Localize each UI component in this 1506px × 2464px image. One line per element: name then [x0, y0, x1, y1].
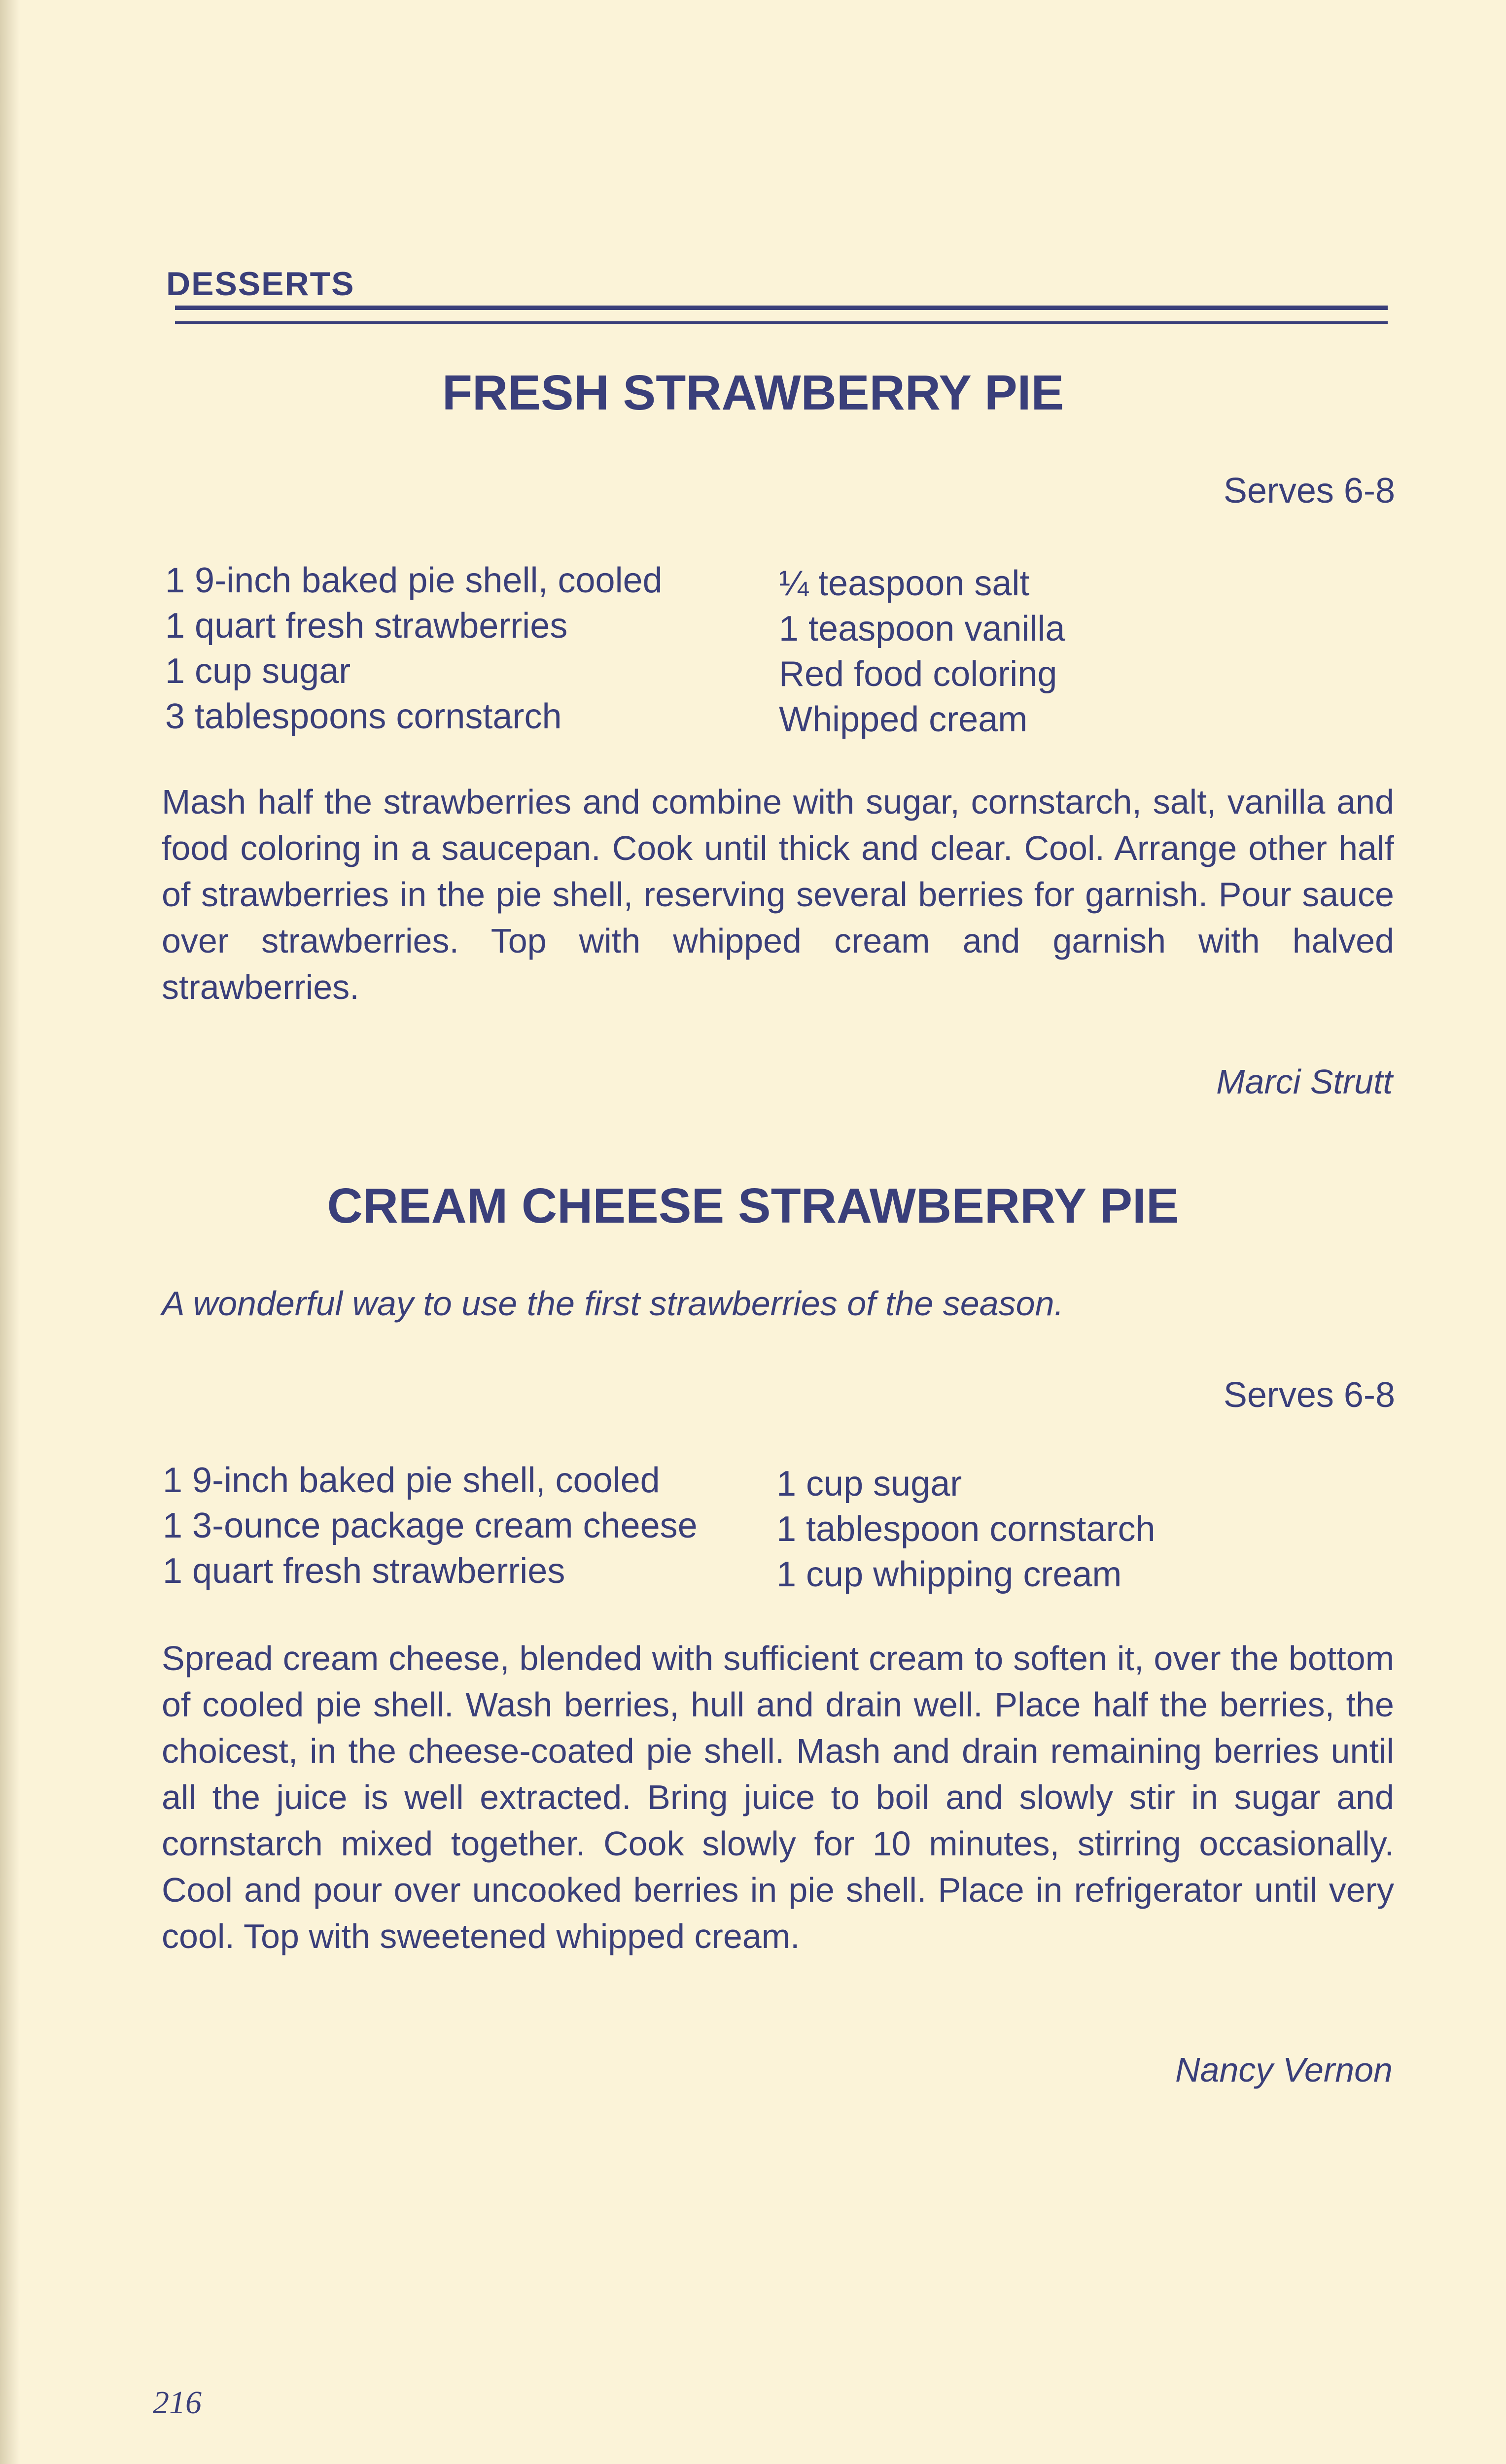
- ingredient-item: Red food coloring: [779, 654, 1057, 694]
- ingredients-right-column: [776, 1461, 1155, 1597]
- ingredient-item: 1 teaspoon vanilla: [779, 609, 1065, 649]
- header-rule-thick: [175, 306, 1388, 310]
- ingredient-item: 1 cup sugar: [776, 1464, 962, 1504]
- ingredient-item: ¼ teaspoon salt: [779, 564, 1030, 603]
- ingredient-item: 1 3-ounce package cream cheese: [163, 1506, 698, 1545]
- ingredient-item: 1 cup sugar: [165, 651, 351, 691]
- ingredient-item: 1 quart fresh strawberries: [163, 1551, 565, 1591]
- recipe-serves: Serves 6-8: [1223, 1375, 1395, 1415]
- ingredient-item: 1 quart fresh strawberries: [165, 606, 568, 646]
- recipe-directions: Spread cream cheese, blended with sufficient cream to soften it, over the bottom of cooled pie shell. Wash berries, hull and drain well. Place half the berries, the choicest, in the cheese-coated pie shell. Mash and drain remaining berries until all the juice is well extracted. Bring juice to boil and slowly stir in sugar and cornstarch mixed together. Cook slowly for 10 minutes, stirring occasionally. Cool and pour over uncooked berries in pie shell. Place in refrigerator until very cool. Top with sweetened whipped cream.: [162, 1639, 1394, 1955]
- ingredient-item: 3 tablespoons cornstarch: [165, 697, 562, 736]
- recipe-intro: A wonderful way to use the first strawberries of the season.: [162, 1284, 1064, 1323]
- ingredient-item: 1 cup whipping cream: [776, 1555, 1122, 1594]
- ingredients-left-column: [165, 558, 663, 739]
- section-header: DESSERTS: [166, 265, 355, 303]
- header-rule-thin: [175, 321, 1388, 324]
- ingredient-item: 1 tablespoon cornstarch: [776, 1509, 1156, 1549]
- recipe-author: Nancy Vernon: [1175, 2051, 1393, 2089]
- ingredient-item: Whipped cream: [779, 700, 1028, 739]
- recipe-author: Marci Strutt: [1216, 1062, 1393, 1101]
- recipe-directions: Mash half the strawberries and combine with sugar, cornstarch, salt, vanilla and food coloring in a saucepan. Cook until thick and clear. Cool. Arrange other half of strawberries in the pie shell, reserving several berries for garnish. Pour sauce over strawberries. Top with whipped cream and garnish with halved strawberries.: [162, 783, 1394, 1006]
- ingredient-item: 1 9-inch baked pie shell, cooled: [165, 561, 663, 600]
- recipe-title: FRESH STRAWBERRY PIE: [442, 365, 1064, 420]
- ingredients-left-column: [163, 1458, 698, 1594]
- ingredients-right-column: [779, 561, 1065, 742]
- ingredient-item: 1 9-inch baked pie shell, cooled: [163, 1461, 660, 1500]
- recipe-serves: Serves 6-8: [1223, 471, 1395, 511]
- recipe-title: CREAM CHEESE STRAWBERRY PIE: [327, 1178, 1179, 1233]
- page-number: 216: [153, 2385, 202, 2421]
